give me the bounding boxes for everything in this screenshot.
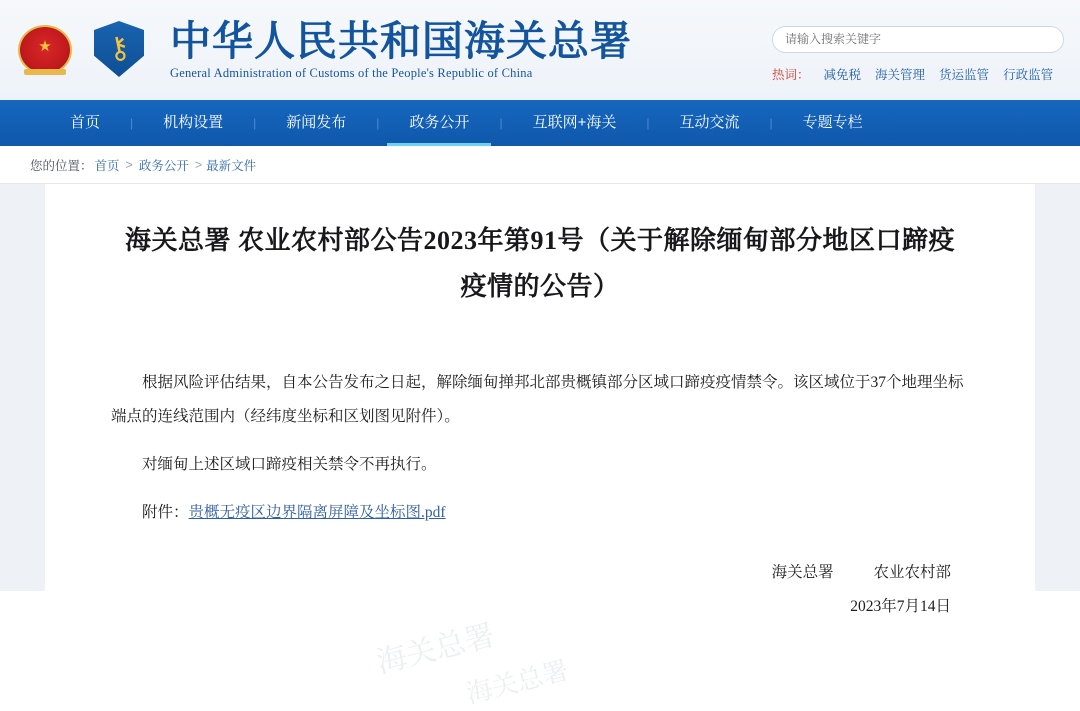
hotword-link-3[interactable]: 货运监管 bbox=[939, 67, 990, 82]
hotwords-bar bbox=[772, 65, 1053, 83]
nav-item-home[interactable]: 首页 bbox=[70, 114, 101, 131]
breadcrumb-item-home[interactable]: 首页 bbox=[94, 158, 120, 173]
search-input[interactable] bbox=[783, 31, 1053, 47]
hotword-link-4[interactable]: 行政监管 bbox=[1003, 67, 1054, 82]
breadcrumb-item-current: 最新文件 bbox=[206, 158, 257, 173]
header-right bbox=[772, 18, 1072, 83]
nav-separator: | bbox=[769, 116, 773, 130]
national-emblem-icon: ★ bbox=[14, 19, 76, 81]
watermark-text: 海关总署 bbox=[373, 618, 499, 680]
site-header bbox=[0, 0, 1080, 100]
nav-separator: | bbox=[130, 116, 134, 130]
breadcrumb-label: 您的位置： bbox=[30, 158, 93, 173]
breadcrumb bbox=[0, 146, 1080, 184]
site-title-cn: 中华人民共和国海关总署 bbox=[170, 18, 632, 64]
nav-item-news[interactable]: 新闻发布 bbox=[286, 114, 347, 131]
site-title-en: General Administration of Customs of the People's Republic of China bbox=[170, 66, 533, 80]
breadcrumb-separator: > bbox=[194, 157, 203, 172]
document-paragraph-2: 对缅甸上述区域口蹄疫相关禁令不再执行。 bbox=[142, 456, 437, 473]
signature-org-1: 海关总署 bbox=[771, 564, 834, 581]
attachment-link[interactable]: 贵概无疫区边界隔离屏障及坐标图.pdf bbox=[188, 504, 446, 521]
nav-item-government-affairs[interactable]: 政务公开 bbox=[379, 100, 499, 146]
main-nav bbox=[0, 100, 1080, 146]
nav-item-interaction[interactable]: 互动交流 bbox=[679, 114, 740, 131]
signature-org-2: 农业农村部 bbox=[873, 564, 951, 581]
nav-separator: | bbox=[499, 116, 503, 130]
nav-item-internet-customs[interactable]: 互联网+海关 bbox=[532, 114, 617, 131]
hotword-link-1[interactable]: 减免税 bbox=[823, 67, 862, 82]
nav-item-organization[interactable]: 机构设置 bbox=[163, 114, 224, 131]
nav-separator: | bbox=[646, 116, 650, 130]
document-paper bbox=[45, 184, 1035, 710]
attachment-line bbox=[111, 496, 969, 530]
signature-orgs bbox=[111, 556, 951, 590]
customs-badge-icon: ⚷ bbox=[82, 17, 156, 83]
site-title-block bbox=[170, 18, 632, 82]
breadcrumb-item-government-affairs[interactable]: 政务公开 bbox=[138, 158, 189, 173]
hotword-link-2[interactable]: 海关管理 bbox=[875, 67, 926, 82]
document-signature bbox=[111, 556, 969, 624]
signature-date-row bbox=[111, 590, 951, 624]
signature-date: 2023年7月14日 bbox=[850, 598, 951, 615]
nav-item-topics[interactable]: 专题专栏 bbox=[802, 114, 863, 131]
hotwords-label: 热词： bbox=[772, 67, 810, 82]
watermark-text-secondary: 海关总署 bbox=[463, 655, 572, 710]
page-title: 海关总署 农业农村部公告2023年第91号（关于解除缅甸部分地区口蹄疫疫情的公告） bbox=[124, 226, 955, 301]
breadcrumb-separator: > bbox=[125, 157, 133, 172]
document-paragraph-1: 根据风险评估结果，自本公告发布之日起，解除缅甸掸邦北部贵概镇部分区域口蹄疫疫情禁令。该区域位于37个地理坐标端点的连线范围内（经纬度坐标和区划图见附件）。 bbox=[111, 374, 964, 425]
search-box[interactable] bbox=[772, 26, 1064, 53]
attachment-label: 附件： bbox=[142, 504, 189, 521]
document-body bbox=[111, 366, 969, 530]
page-background bbox=[0, 184, 1080, 710]
nav-separator: | bbox=[376, 116, 380, 130]
nav-separator: | bbox=[253, 116, 257, 130]
